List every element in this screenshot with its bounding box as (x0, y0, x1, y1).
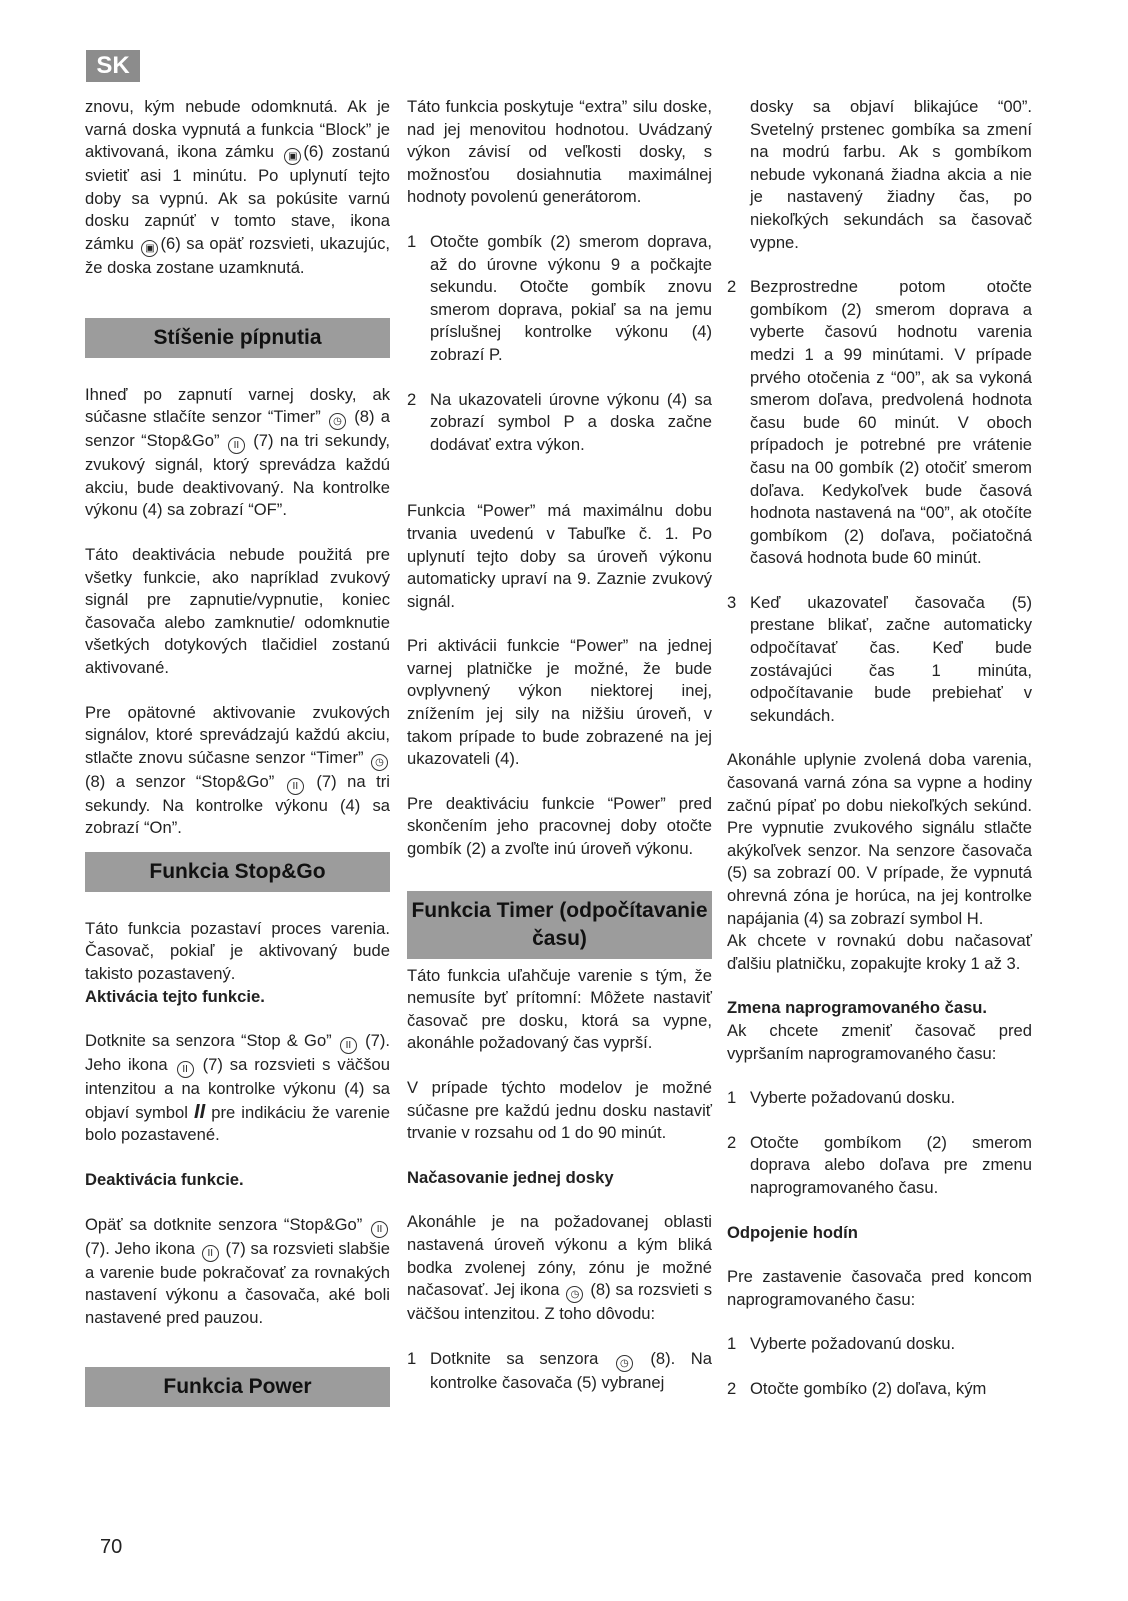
list-number: 2 (727, 1378, 737, 1398)
list-item (727, 276, 1032, 570)
paragraph: dosky sa objaví blikajúce “00”. Svetelný prstenec gombíka sa zmení na modrú farbu. Ak s gombíkom nebude vykonaná žiadna akcia a nie je nastavený žiadny čas, po niekoľkých sekundách sa časovač vypne. (750, 97, 1032, 252)
list-item (727, 1132, 1032, 1200)
section-heading: Stíšenie pípnutia (85, 318, 390, 358)
text: Ihneď po zapnutí varnej dosky, ak súčasne stlačíte senzor “Timer” (85, 384, 390, 427)
paragraph: V prípade týchto modelov je možné súčasne pre každú jednu dosku nastaviť trvanie v rozsahu od 1 do 90 minút. (407, 1078, 712, 1143)
list-text: Vyberte požadovanú dosku. (750, 1088, 956, 1108)
text: (7) sa rozsvieti slabšie a varenie bude pokračovať za rovnakých nastavení výkonu a časovača, aké boli nastavené pred pauzou. (85, 1238, 390, 1327)
list-number: 1 (407, 1348, 417, 1368)
column-3 (727, 96, 1032, 1423)
paragraph: Akonáhle uplynie zvolená doba varenia, časovaná varná zóna sa vypne a hodiny začnú pípať po dobu niekoľkých sekúnd. Pre vypnutie zvukového signálu stlačte akýkoľvek senzor. Na senzore časovača (5) sa zobrazí 00. V prípade, že vypnutá ohrevná zóna je horúca, na jej kontrolke napájania (4) sa zobrazí symbol H. (727, 750, 1032, 928)
pause-icon: II (340, 1037, 357, 1054)
paragraph: Táto funkcia poskytuje “extra” silu doske, nad jej menovitou hodnotou. Uvádzaný výkon závisí od veľkosti dosky, s možnosťou dosiahnutia maximálnej hodnoty povolenú generátorom. (407, 97, 712, 207)
pause-icon: II (202, 1245, 219, 1262)
paragraph: Táto funkcia uľahčuje varenie s tým, že nemusíte byť prítomní: Môžete nastaviť časovač pre dosku, ktorá sa vypne, akonáhle požadovaný čas vyprší. (407, 965, 712, 1053)
text: (6) sa opäť rozsvieti, ukazujúc, že doska zostane uzamknutá. (85, 233, 390, 277)
column-1 (85, 96, 390, 1407)
subheading: Aktivácia tejto funkcie. (85, 986, 265, 1006)
list-number: 3 (727, 592, 737, 612)
lock-icon: ▣ (284, 148, 301, 165)
list-text: Otočte gombíkom (2) smerom doprava alebo doľava pre zmenu naprogramovaného času. (750, 1132, 1032, 1197)
list-text: Bezprostredne potom otočte gombíkom (2) smerom doprava a vyberte časovú hodnotu varenia medzi 1 a 99 minútami. V prípade prvého otočenia z “00”, ak sa vykoná smerom doľava, predvolená hodnota času bude 60 minút. V oboch prípadoch je potrebné pre vrátenie času na 00 gombík (2) otočiť smerom doľava. Kedykoľvek bude časová hodnota nastavená na “00”, ak otočíte gombíkom (2) doľava, počiatočná časová hodnota bude 60 minút. (750, 277, 1032, 568)
list-number: 2 (407, 389, 417, 409)
list-number: 1 (727, 1334, 737, 1354)
clock-icon: ◷ (566, 1286, 583, 1303)
text: Akonáhle je na požadovanej oblasti nastavená úroveň výkonu a kým bliká bodka zvolenej zóny, zónu je možné načasovať. Jej ikona (407, 1212, 712, 1300)
text: Dotknite sa senzora “Stop & Go” (85, 1031, 332, 1051)
section-heading: Funkcia Timer (odpočítavanie času) (407, 891, 712, 959)
pause-icon: II (177, 1061, 194, 1078)
text: Dotknite sa senzora (430, 1348, 599, 1368)
paragraph: Ak chcete v rovnakú dobu načasovať ďalšiu platničku, zopakujte kroky 1 až 3. (727, 931, 1032, 973)
section-heading: Funkcia Power (85, 1367, 390, 1407)
subheading: Načasovanie jednej dosky (407, 1167, 614, 1187)
list-number: 2 (727, 277, 737, 297)
section-heading: Funkcia Stop&Go (85, 852, 390, 892)
text: (8) a senzor “Stop&Go” (85, 407, 390, 451)
column-2 (407, 96, 712, 1416)
text: (8) a senzor “Stop&Go” (85, 771, 275, 791)
paragraph: Táto deaktivácia nebude použitá pre všetky funkcie, ako napríklad zvukový signál pre zapnutie/vypnutie, koniec časovača alebo zamknutie/ odomknutie všetkých dotykových tlačidiel zostanú aktivované. (85, 544, 390, 677)
clock-icon: ◷ (371, 754, 388, 771)
list-text: Vyberte požadovanú dosku. (750, 1334, 956, 1354)
paragraph (85, 384, 390, 522)
list-text: Otočte gombík (2) smerom doprava, až do úrovne výkonu 9 a počkajte sekundu. Otočte gombík znovu smerom doprava, pokiaľ sa na jemu príslušnej kontrolke výkonu (4) zobrazí P. (430, 231, 712, 364)
list-item (407, 389, 712, 457)
text: pre indikáciu že varenie bolo pozastavené. (85, 1102, 390, 1145)
subheading: Zmena naprogramovaného času. (727, 998, 988, 1018)
text: (6) zostanú svietiť asi 1 minútu. Po uplynutí tejto doby sa vypnú. Ak sa pokúsite varnú dosku zapnúť v tomto stave, ikona zámku (85, 142, 390, 253)
list-text (430, 1348, 712, 1395)
pause-icon: II (228, 437, 245, 454)
list-number: 1 (727, 1088, 737, 1108)
paragraph: Pri aktivácii funkcie “Power” na jednej varnej platničke je možné, že bude ovplyvnený výkon niektorej inej, znížením jej sily na nižšiu úroveň, v takom prípade to bude zobrazené na jej ukazovateli (4). (407, 636, 712, 769)
list-number: 1 (407, 231, 417, 251)
list-text: Na ukazovateli úrovne výkonu (4) sa zobrazí symbol P a doska začne dodávať extra výkon. (430, 389, 712, 454)
list-text: Otočte gombíko (2) doľava, kým (750, 1378, 987, 1398)
paragraph: Funkcia “Power” má maximálnu dobu trvania uvedenú v Tabuľke č. 1. Po uplynutí tejto doby sa úroveň výkonu automaticky upraví na 9. Zaznie zvukový signál. (407, 501, 712, 611)
paragraph (407, 1211, 712, 1325)
list-item (407, 1348, 712, 1395)
text: (7) na tri sekundy. Na kontrolke výkonu (4) sa zobrazí “On”. (85, 771, 390, 838)
paragraph: Ak chcete zmeniť časovač pred vypršaním naprogramovaného času: (727, 1020, 1032, 1063)
text: (7) sa rozsvieti s väčšou intenzitou a na kontrolke výkonu (4) sa objaví symbol (85, 1055, 390, 1122)
paragraph (85, 1214, 390, 1330)
text: Pre opätovné aktivovanie zvukových signálov, ktoré sprevádzajú každú akciu, stlačte znovu súčasne senzor “Timer” (85, 702, 390, 767)
list-item (727, 1087, 1032, 1110)
text: znovu, kým nebude odomknutá. Ak je varná doska vypnutá a funkcia “Block” je aktivovaná, ikona zámku (85, 97, 390, 162)
clock-icon: ◷ (616, 1355, 633, 1372)
subheading: Odpojenie hodín (727, 1222, 858, 1242)
paragraph: Pre deaktiváciu funkcie “Power” pred skončením jeho pracovnej doby otočte gombík (2) a zvoľte inú úroveň výkonu. (407, 793, 712, 859)
text: (7). Jeho ikona (85, 1031, 390, 1075)
text: (7) na tri sekundy, zvukový signál, ktorý sprevádza každú akciu, bude deaktivovaný. Na kontrolke výkonu (4) sa zobrazí “OF”. (85, 431, 390, 520)
page-number: 70 (100, 1536, 123, 1558)
list-number: 2 (727, 1132, 737, 1152)
paragraph: Táto funkcia pozastaví proces varenia. Časovač, pokiaľ je aktivovaný bude takisto pozastavený. (85, 918, 390, 984)
paragraph (85, 702, 390, 840)
text: (7). Jeho ikona (85, 1238, 196, 1258)
subheading: Deaktivácia funkcie. (85, 1170, 244, 1190)
text: (8) sa rozsvieti s väčšou intenzitou. Z toho dôvodu: (407, 1280, 712, 1324)
list-item (727, 1378, 1032, 1401)
pause-icon: II (371, 1221, 388, 1238)
lock-icon: ▣ (141, 240, 158, 257)
text: (8). Na kontrolke časovača (5) vybranej (430, 1348, 712, 1392)
clock-icon: ◷ (329, 413, 346, 430)
list-text: Keď ukazovateľ časovača (5) prestane blikať, začne automaticky odpočítavať čas. Keď bude zostávajúci čas 1 minúta, odpočítavanie bude prebiehať v sekundách. (750, 592, 1032, 725)
language-badge: SK (86, 50, 140, 82)
pause-icon: II (287, 778, 304, 795)
paragraph: Pre zastavenie časovača pred koncom naprogramovaného času: (727, 1267, 1032, 1309)
pause-symbol-icon: II (194, 1100, 206, 1123)
paragraph (85, 1030, 390, 1147)
text: Opäť sa dotknite senzora “Stop&Go” (85, 1214, 363, 1234)
list-item (727, 1333, 1032, 1356)
list-item (727, 592, 1032, 728)
list-item (407, 231, 712, 367)
paragraph (85, 96, 390, 280)
